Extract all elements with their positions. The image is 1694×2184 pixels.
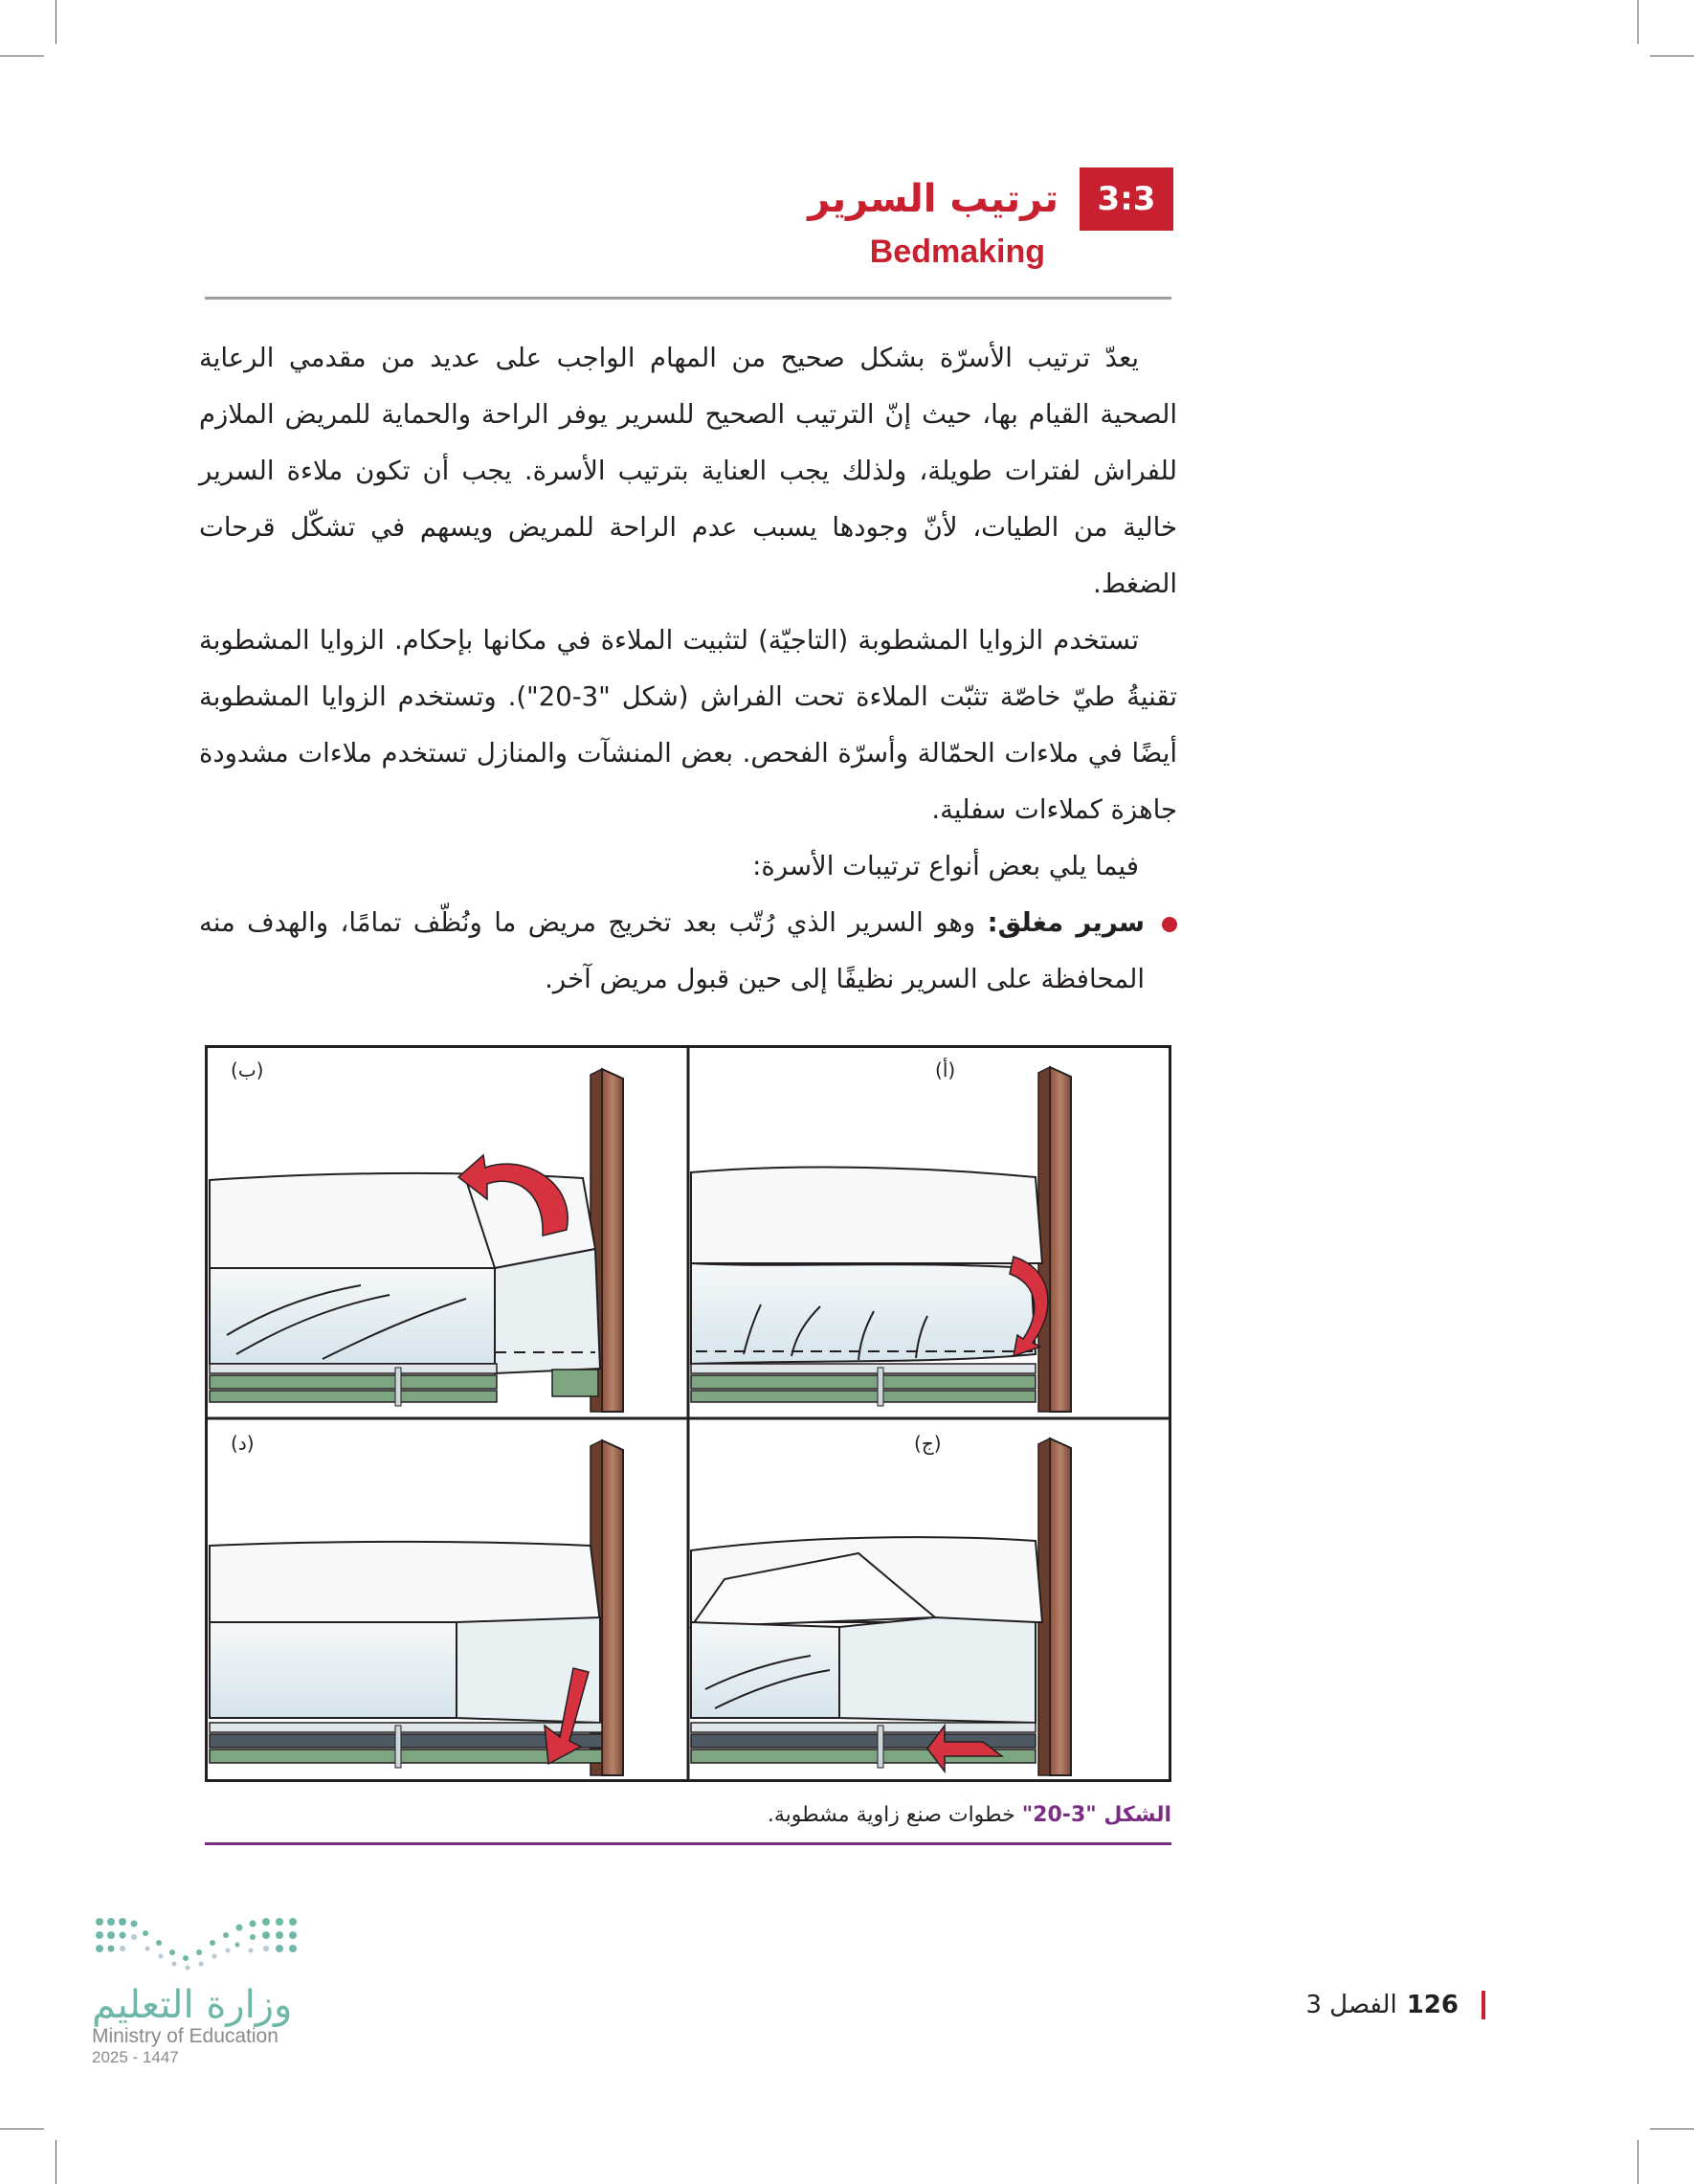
panel-c-illustration — [691, 1432, 1071, 1775]
ministry-dots-icon — [92, 1914, 302, 1973]
panel-d-illustration — [210, 1432, 623, 1775]
figure-caption — [768, 1803, 1171, 1827]
page-number: 126 — [1406, 1991, 1459, 2019]
page-footer — [1305, 1991, 1485, 2019]
ministry-name-english: Ministry of Education — [92, 2025, 279, 2047]
panel-label-a: (أ) — [935, 1059, 956, 1081]
bullet-text: وهو السرير الذي رُتّب بعد تخريج مريض ما ونُظّف تمامًا، والهدف منه المحافظة على السرير نظيفًا إلى حين قبول مريض آخر. — [199, 907, 1145, 994]
ministry-logo — [92, 1914, 312, 2067]
ministry-name-arabic: وزارة التعليم — [92, 1983, 293, 2027]
heading-divider — [205, 297, 1171, 300]
page-number-bar — [1482, 1991, 1485, 2019]
section-heading — [808, 167, 1173, 231]
panel-a-illustration — [691, 1058, 1071, 1412]
body-text — [199, 330, 1177, 1008]
panel-label-b: (ب) — [231, 1059, 264, 1081]
bedmaking-figure — [205, 1045, 1171, 1782]
chapter-label: الفصل 3 — [1305, 1991, 1397, 2019]
paragraph: يعدّ ترتيب الأسرّة بشكل صحيح من المهام الواجب على عديد من مقدمي الرعاية الصحية القيام بها، حيث إنّ الترتيب الصحيح للسرير يوفر الراحة والحماية للمريض الملازم للفراش لفترات طويلة، ولذلك يجب العناية بترتيب الأسرة. يجب أن تكون ملاءة السرير خالية من الطيات، لأنّ وجودها يسبب عدم الراحة للمريض ويسهم في تشكّل قرحات الضغط. — [199, 343, 1177, 599]
ministry-years: 2025 - 1447 — [92, 2048, 179, 2066]
paragraph: فيما يلي بعض أنواع ترتيبات الأسرة: — [752, 851, 1139, 881]
crop-mark — [0, 2128, 44, 2129]
bullet-dot-icon — [1162, 917, 1177, 932]
caption-divider — [205, 1842, 1171, 1845]
section-title-english: Bedmaking — [869, 234, 1045, 270]
paragraph: تستخدم الزوايا المشطوبة (التاجيّة) لتثبيت الملاءة في مكانها بإحكام. الزوايا المشطوبة تقنيةُ طيّ خاصّة تثبّت الملاءة تحت الفراش (شكل "3-20"). وتستخدم الزوايا المشطوبة أيضًا في ملاءات الحمّالة وأسرّة الفحص. بعض المنشآت والمنازل تستخدم ملاءات مشدودة جاهزة كملاءات سفلية. — [199, 625, 1177, 825]
section-number-badge: 3:3 — [1080, 167, 1173, 231]
panel-label-d: (د) — [231, 1432, 255, 1455]
section-title-arabic: ترتيب السرير — [808, 177, 1059, 221]
crop-mark — [1650, 2128, 1694, 2129]
caption-label: الشكل "3-20" — [1021, 1803, 1171, 1827]
panel-b-illustration — [210, 1059, 623, 1412]
bullet-item — [199, 895, 1177, 1008]
caption-text: خطوات صنع زاوية مشطوبة. — [767, 1803, 1022, 1827]
bullet-term: سرير مغلق: — [987, 907, 1145, 938]
panel-label-c: (ج) — [914, 1432, 942, 1455]
